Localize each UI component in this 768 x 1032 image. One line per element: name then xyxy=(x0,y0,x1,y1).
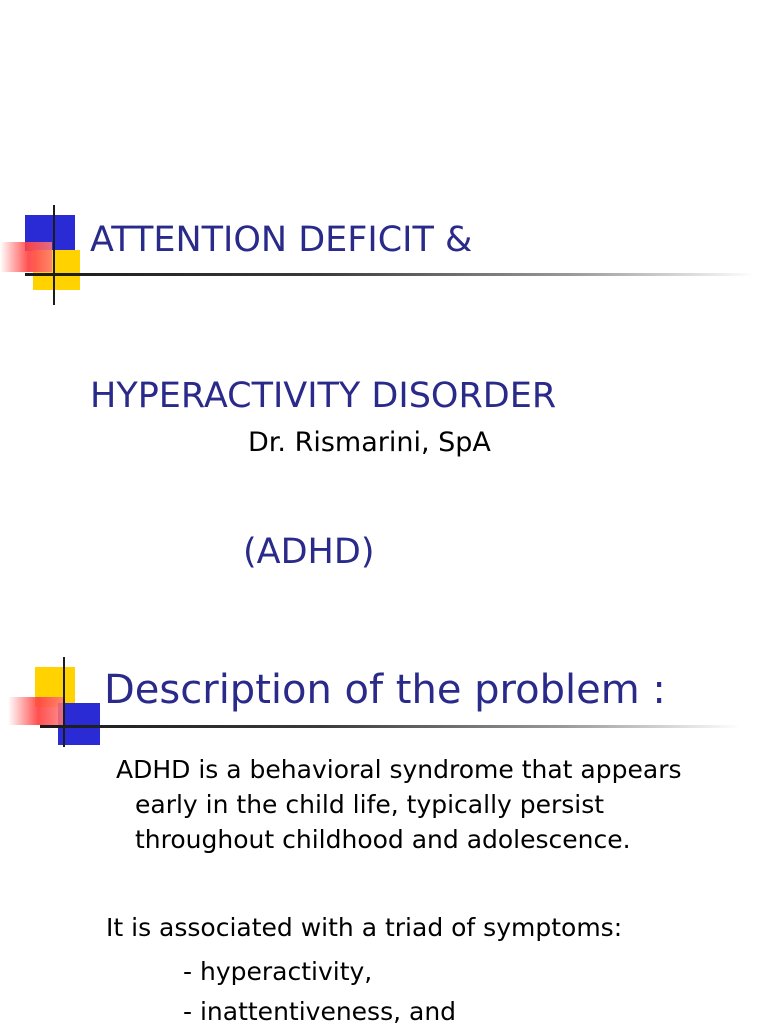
title-line: ATTENTION DEFICIT & xyxy=(90,220,473,260)
square-blocks-logo-icon xyxy=(0,655,110,755)
slide-title xyxy=(90,110,730,640)
paragraph-line: ADHD is a behavioral syndrome that appears xyxy=(116,755,682,784)
title-line: (ADHD) xyxy=(243,532,375,572)
author-name: Dr. Rismarini, SpA xyxy=(248,427,491,458)
heading-underline xyxy=(40,725,740,728)
list-item: - inattentiveness, and xyxy=(183,997,457,1026)
square-blocks-logo-icon xyxy=(0,200,100,310)
list-item: - hyperactivity, xyxy=(183,957,373,986)
title-line: HYPERACTIVITY DISORDER xyxy=(90,376,557,416)
slide-heading: Description of the problem : xyxy=(104,667,666,713)
paragraph-line: early in the child life, typically persist xyxy=(135,790,605,819)
symptom-list xyxy=(183,952,456,1032)
paragraph-line: throughout childhood and adolescence. xyxy=(135,825,631,854)
triad-intro: It is associated with a triad of symptoms: xyxy=(106,913,623,942)
description-paragraph xyxy=(116,752,682,857)
